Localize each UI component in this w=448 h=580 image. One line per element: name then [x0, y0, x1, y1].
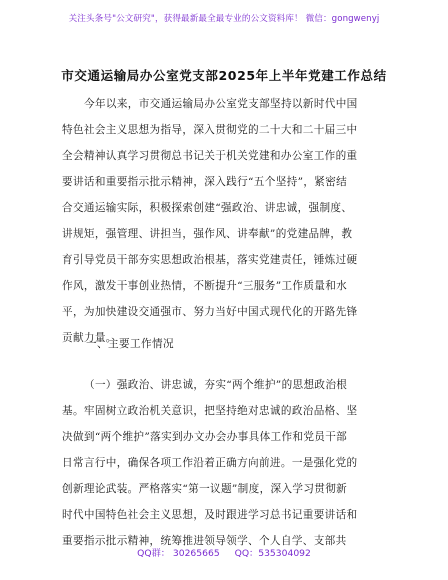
top-banner: 关注头条号"公文研究"，获得最新最全最专业的公文资料库！ 微信：gongwenyj — [68, 14, 380, 24]
text-line: 创新理论武装。严格落实“第一议题”制度，深入学习贯彻新 — [62, 483, 348, 495]
qq-text: QQ：535304092 — [234, 548, 311, 559]
footer-contact — [0, 545, 448, 559]
text-line: 讲规矩，强管理、讲担当，强作风、讲奉献”的党建品牌，教 — [62, 228, 353, 240]
text-line: 贡献力量。 — [62, 332, 117, 344]
text-line: 要讲话和重要指示批示精神，深入践行“五个坚持”，紧密结 — [62, 176, 348, 188]
text-line: 全会精神认真学习贯彻总书记关于机关党建和办公室工作的重 — [62, 150, 358, 162]
text-line: 时代中国特色社会主义思想，及时跟进学习总书记重要讲话和 — [62, 509, 358, 521]
text-line: 决做到“两个维护”落实到办文办会办事具体工作和党员干部 — [62, 431, 348, 443]
intro-paragraph — [62, 91, 387, 351]
text-line: 作风，激发干事创业热情，不断提升“三服务”工作质量和水 — [62, 280, 348, 292]
text-line: 育引导党员干部夯实思想政治根基，落实党建责任，锤炼过硬 — [62, 254, 358, 266]
document-title: 市交通运输局办公室党支部2025年上半年党建工作总结 — [61, 68, 387, 83]
text-line: 合交通运输实际，积极探索创建“强政治、讲忠诚，强制度、 — [62, 202, 353, 214]
text-line: 平，为加快建设交通强市、努力当好中国式现代化的开路先锋 — [62, 306, 358, 318]
text-line: （一）强政治、讲忠诚，夯实“两个维护”的思想政治根 — [84, 379, 348, 391]
text-line: 日常言行中，确保各项工作沿着正确方向前进。一是强化党的 — [62, 457, 358, 469]
text-line: 特色社会主义思想为指导，深入贯彻党的二十大和二十届三中 — [62, 124, 358, 136]
text-line: 今年以来，市交通运输局办公室党支部坚持以新时代中国 — [84, 98, 358, 110]
qq-group-text: QQ群： 30265665 — [137, 548, 220, 559]
section-heading: 一、主要工作情况 — [86, 338, 174, 350]
section-paragraph — [62, 372, 387, 554]
text-line: 基。牢固树立政治机关意识，把坚持绝对忠诚的政治品格、坚 — [62, 405, 358, 417]
text-line: 重要指示批示精神，统筹推进领导领学、个人自学、支部共 — [62, 535, 347, 547]
